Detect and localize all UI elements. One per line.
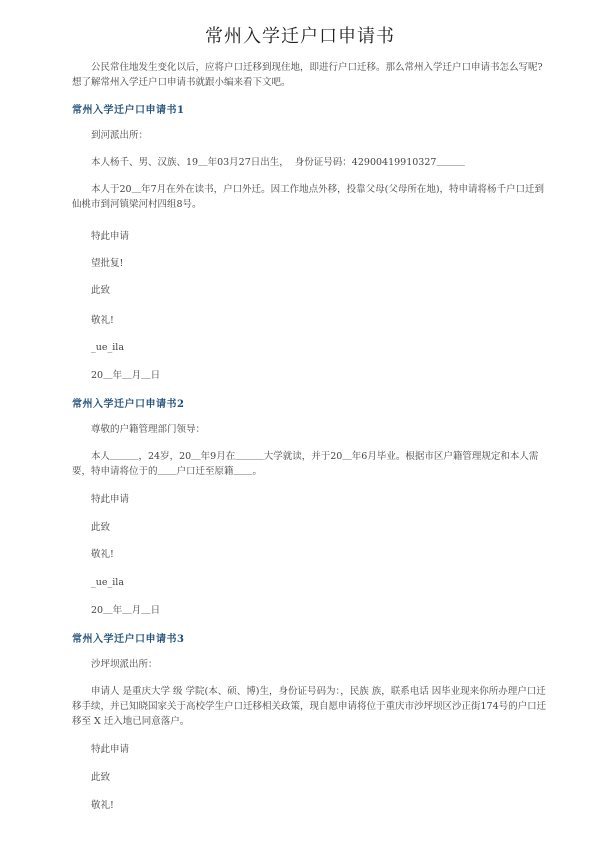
section-3-heading: 常州入学迁户口申请书3	[72, 634, 185, 645]
section-2-paragraph-1: 本人＿＿＿，24岁，20＿年9月在＿＿＿大学就读，并于20＿年6月毕业。根据市区户籍管理规定和本人需要，特申请将位于的＿＿户口迁至原籍＿＿。	[72, 451, 539, 477]
section-1-line-5: _ue_ila	[91, 342, 124, 353]
section-1-line-1: 特此申请	[91, 231, 130, 242]
section-2-line-2: 此致	[91, 522, 111, 533]
section-1-line-4: 敬礼!	[91, 315, 114, 326]
section-1-paragraph-2: 本人于20＿年7月在外在读书，户口外迁。因工作地点外移，投靠父母(父母所在地)，特申请将杨千户口迁到仙桃市到河镇梁河村四组8号。	[72, 184, 545, 210]
section-1-line-2: 望批复!	[91, 258, 124, 269]
section-3-addressee: 沙坪坝派出所：	[91, 659, 158, 670]
intro-paragraph: 公民常住地发生变化以后，应将户口迁移到现住地，即进行户口迁移。那么常州入学迁户口申请书怎么写呢?想了解常州入学迁户口申请书就跟小编来看下文吧。	[72, 62, 543, 88]
section-2-line-3: 敬礼!	[91, 549, 114, 560]
section-2-heading: 常州入学迁户口申请书2	[72, 399, 185, 410]
section-3-paragraph-1: 申请人 是重庆大学 级 学院(本、硕、博)生，身份证号码为：，民族 族，联系电话 因毕业现来你所办理户口迁移手续，并已知晓国家关于高校学生户口迁移相关政策，现自愿申请将位于重庆市沙坪坝区沙正街174号的户口迁移至 X 迁入地已同意落户。	[72, 686, 547, 727]
section-2-line-1: 特此申请	[91, 494, 130, 505]
section-1-date: 20＿年＿月＿日	[91, 370, 161, 381]
section-2-line-4: _ue_ila	[91, 577, 124, 588]
section-1-heading: 常州入学迁户口申请书1	[72, 105, 185, 116]
section-3-line-2: 此致	[91, 772, 111, 783]
section-1-line-3: 此致	[91, 285, 111, 296]
document-title: 常州入学迁户口申请书	[205, 26, 395, 47]
section-2-addressee: 尊敬的户籍管理部门领导：	[91, 424, 206, 435]
section-1-paragraph-1: 本人杨千、男、汉族、19＿年03月27日出生， 身份证号码：42900419910327＿＿＿	[91, 157, 465, 168]
section-1-addressee: 到河派出所：	[91, 130, 149, 141]
section-3-line-3: 敬礼!	[91, 800, 114, 811]
section-2-date: 20＿年＿月＿日	[91, 605, 161, 616]
section-3-line-1: 特此申请	[91, 744, 130, 755]
